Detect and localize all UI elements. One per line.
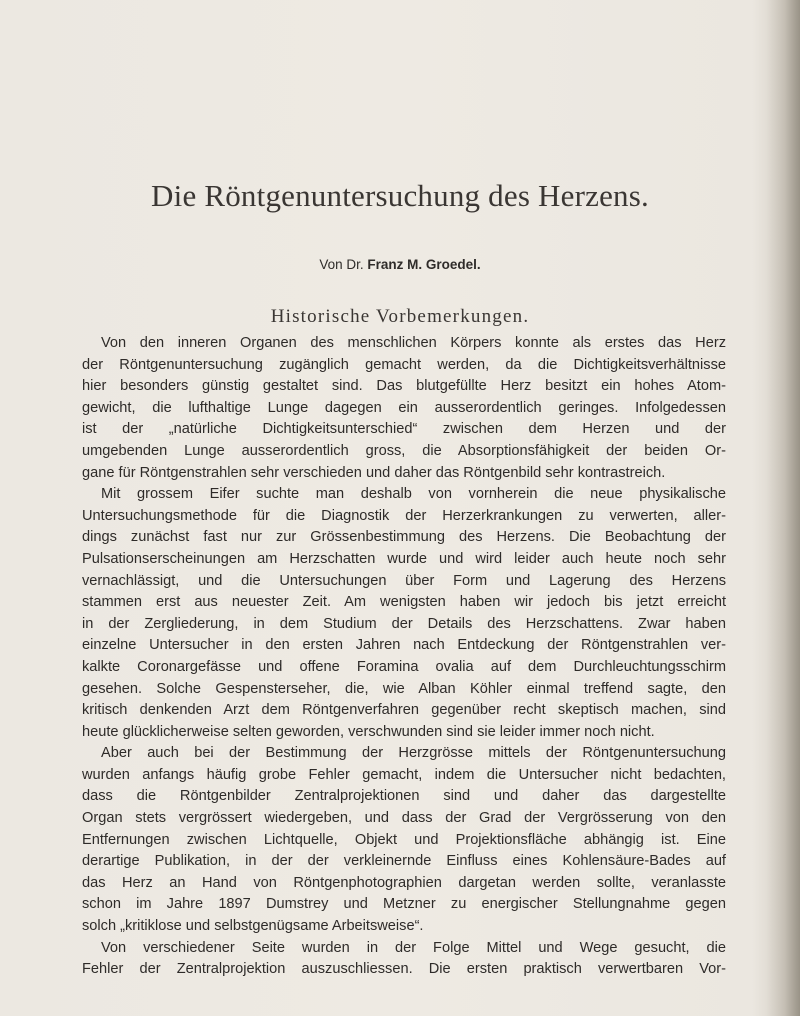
body-text <box>82 333 726 981</box>
text-line: hier besonders günstig gestaltet sind. Das blutgefüllte Herz besitzt ein hohes Atom- <box>82 378 726 395</box>
text-line: in der Zergliederung, in dem Studium der Details des Herzschattens. Zwar haben <box>82 615 726 632</box>
text-line: gesehen. Solche Gespensterseher, die, wie Alban Köhler einmal treffend sagte, den <box>82 680 726 697</box>
text-line: dass die Röntgenbilder Zentralprojektionen sind und daher das dargestellte <box>82 788 726 805</box>
text-line: Mit grossem Eifer suchte man deshalb von vornherein die neue physikalische <box>101 486 726 503</box>
text-line: Von verschiedener Seite wurden in der Folge Mittel und Wege gesucht, die <box>101 939 726 956</box>
text-line: vernachlässigt, und die Untersuchungen über Form und Lagerung des Herzens <box>82 572 726 589</box>
text-line: kalkte Coronargefässe und offene Foramina ovalia auf dem Durchleuchtungsschirm <box>82 658 726 675</box>
text-line: Untersuchungsmethode für die Diagnostik der Herzerkrankungen zu verwerten, aller- <box>82 507 726 524</box>
text-line: gane für Röntgenstrahlen sehr verschieden und daher das Röntgenbild sehr kontrastreich. <box>82 464 666 481</box>
text-line: kritisch denkenden Arzt dem Röntgenverfahren gegenüber recht skeptisch machen, sind <box>82 702 726 719</box>
text-line: der Röntgenuntersuchung zugänglich gemacht werden, da die Dichtigkeitsverhältnisse <box>82 356 726 373</box>
text-line: gewicht, die lufthaltige Lunge dagegen ein ausserordentlich geringes. Infolgedessen <box>82 399 726 416</box>
page-title: Die Röntgenuntersuchung des Herzens. <box>151 178 649 213</box>
text-line: einzelne Untersucher in den ersten Jahren nach Entdeckung der Röntgenstrahlen ver- <box>82 637 726 654</box>
text-line: ist der „natürliche Dichtigkeitsunterschied“ zwischen dem Herzen und der <box>82 421 726 438</box>
author-name: Franz M. Groedel. <box>367 257 481 272</box>
text-line: Organ stets vergrössert wiedergeben, und dass der Grad der Vergrösserung von den <box>82 810 726 827</box>
text-line: Fehler der Zentralprojektion auszuschliessen. Die ersten praktisch verwertbaren Vor- <box>82 961 726 978</box>
text-line: Pulsationserscheinungen am Herzschatten wurde und wird leider auch heute noch sehr <box>82 550 726 567</box>
text-line: Aber auch bei der Bestimmung der Herzgrösse mittels der Röntgenuntersuchung <box>101 745 726 762</box>
text-line: derartige Publikation, in der der verkleinernde Einfluss eines Kohlensäure-Bades auf <box>82 853 726 870</box>
text-line: heute glücklicherweise selten geworden, verschwunden sind sie leider immer noch nicht. <box>82 723 655 740</box>
author-line <box>0 257 800 272</box>
text-line: schon im Jahre 1897 Dumstrey und Metzner zu energischer Stellungnahme gegen <box>82 896 726 913</box>
text-line: wurden anfangs häufig grobe Fehler gemacht, indem die Untersucher nicht bedachten, <box>82 766 726 783</box>
text-line: Von den inneren Organen des menschlichen Körpers konnte als erstes das Herz <box>101 335 726 351</box>
text-line: solch „kritiklose und selbstgenügsame Arbeitsweise“. <box>82 918 424 935</box>
section-title: Historische Vorbemerkungen. <box>270 306 530 327</box>
text-line: Entfernungen zwischen Lichtquelle, Objekt und Projektionsfläche abhängig ist. Eine <box>82 831 726 848</box>
text-line: stammen erst aus neuester Zeit. Am wenigsten haben wir jedoch bis jetzt erreicht <box>82 594 726 611</box>
author-prefix: Von Dr. <box>319 257 364 272</box>
text-line: umgebenden Lunge ausserordentlich gross, die Absorptionsfähigkeit der beiden Or- <box>82 442 726 459</box>
text-line: das Herz an Hand von Röntgenphotographien dargetan werden sollte, veranlasste <box>82 874 726 891</box>
page-edge-shadow <box>766 0 800 1016</box>
text-line: dings zunächst fast nur zur Grössenbestimmung des Herzens. Die Beobachtung der <box>82 529 726 546</box>
